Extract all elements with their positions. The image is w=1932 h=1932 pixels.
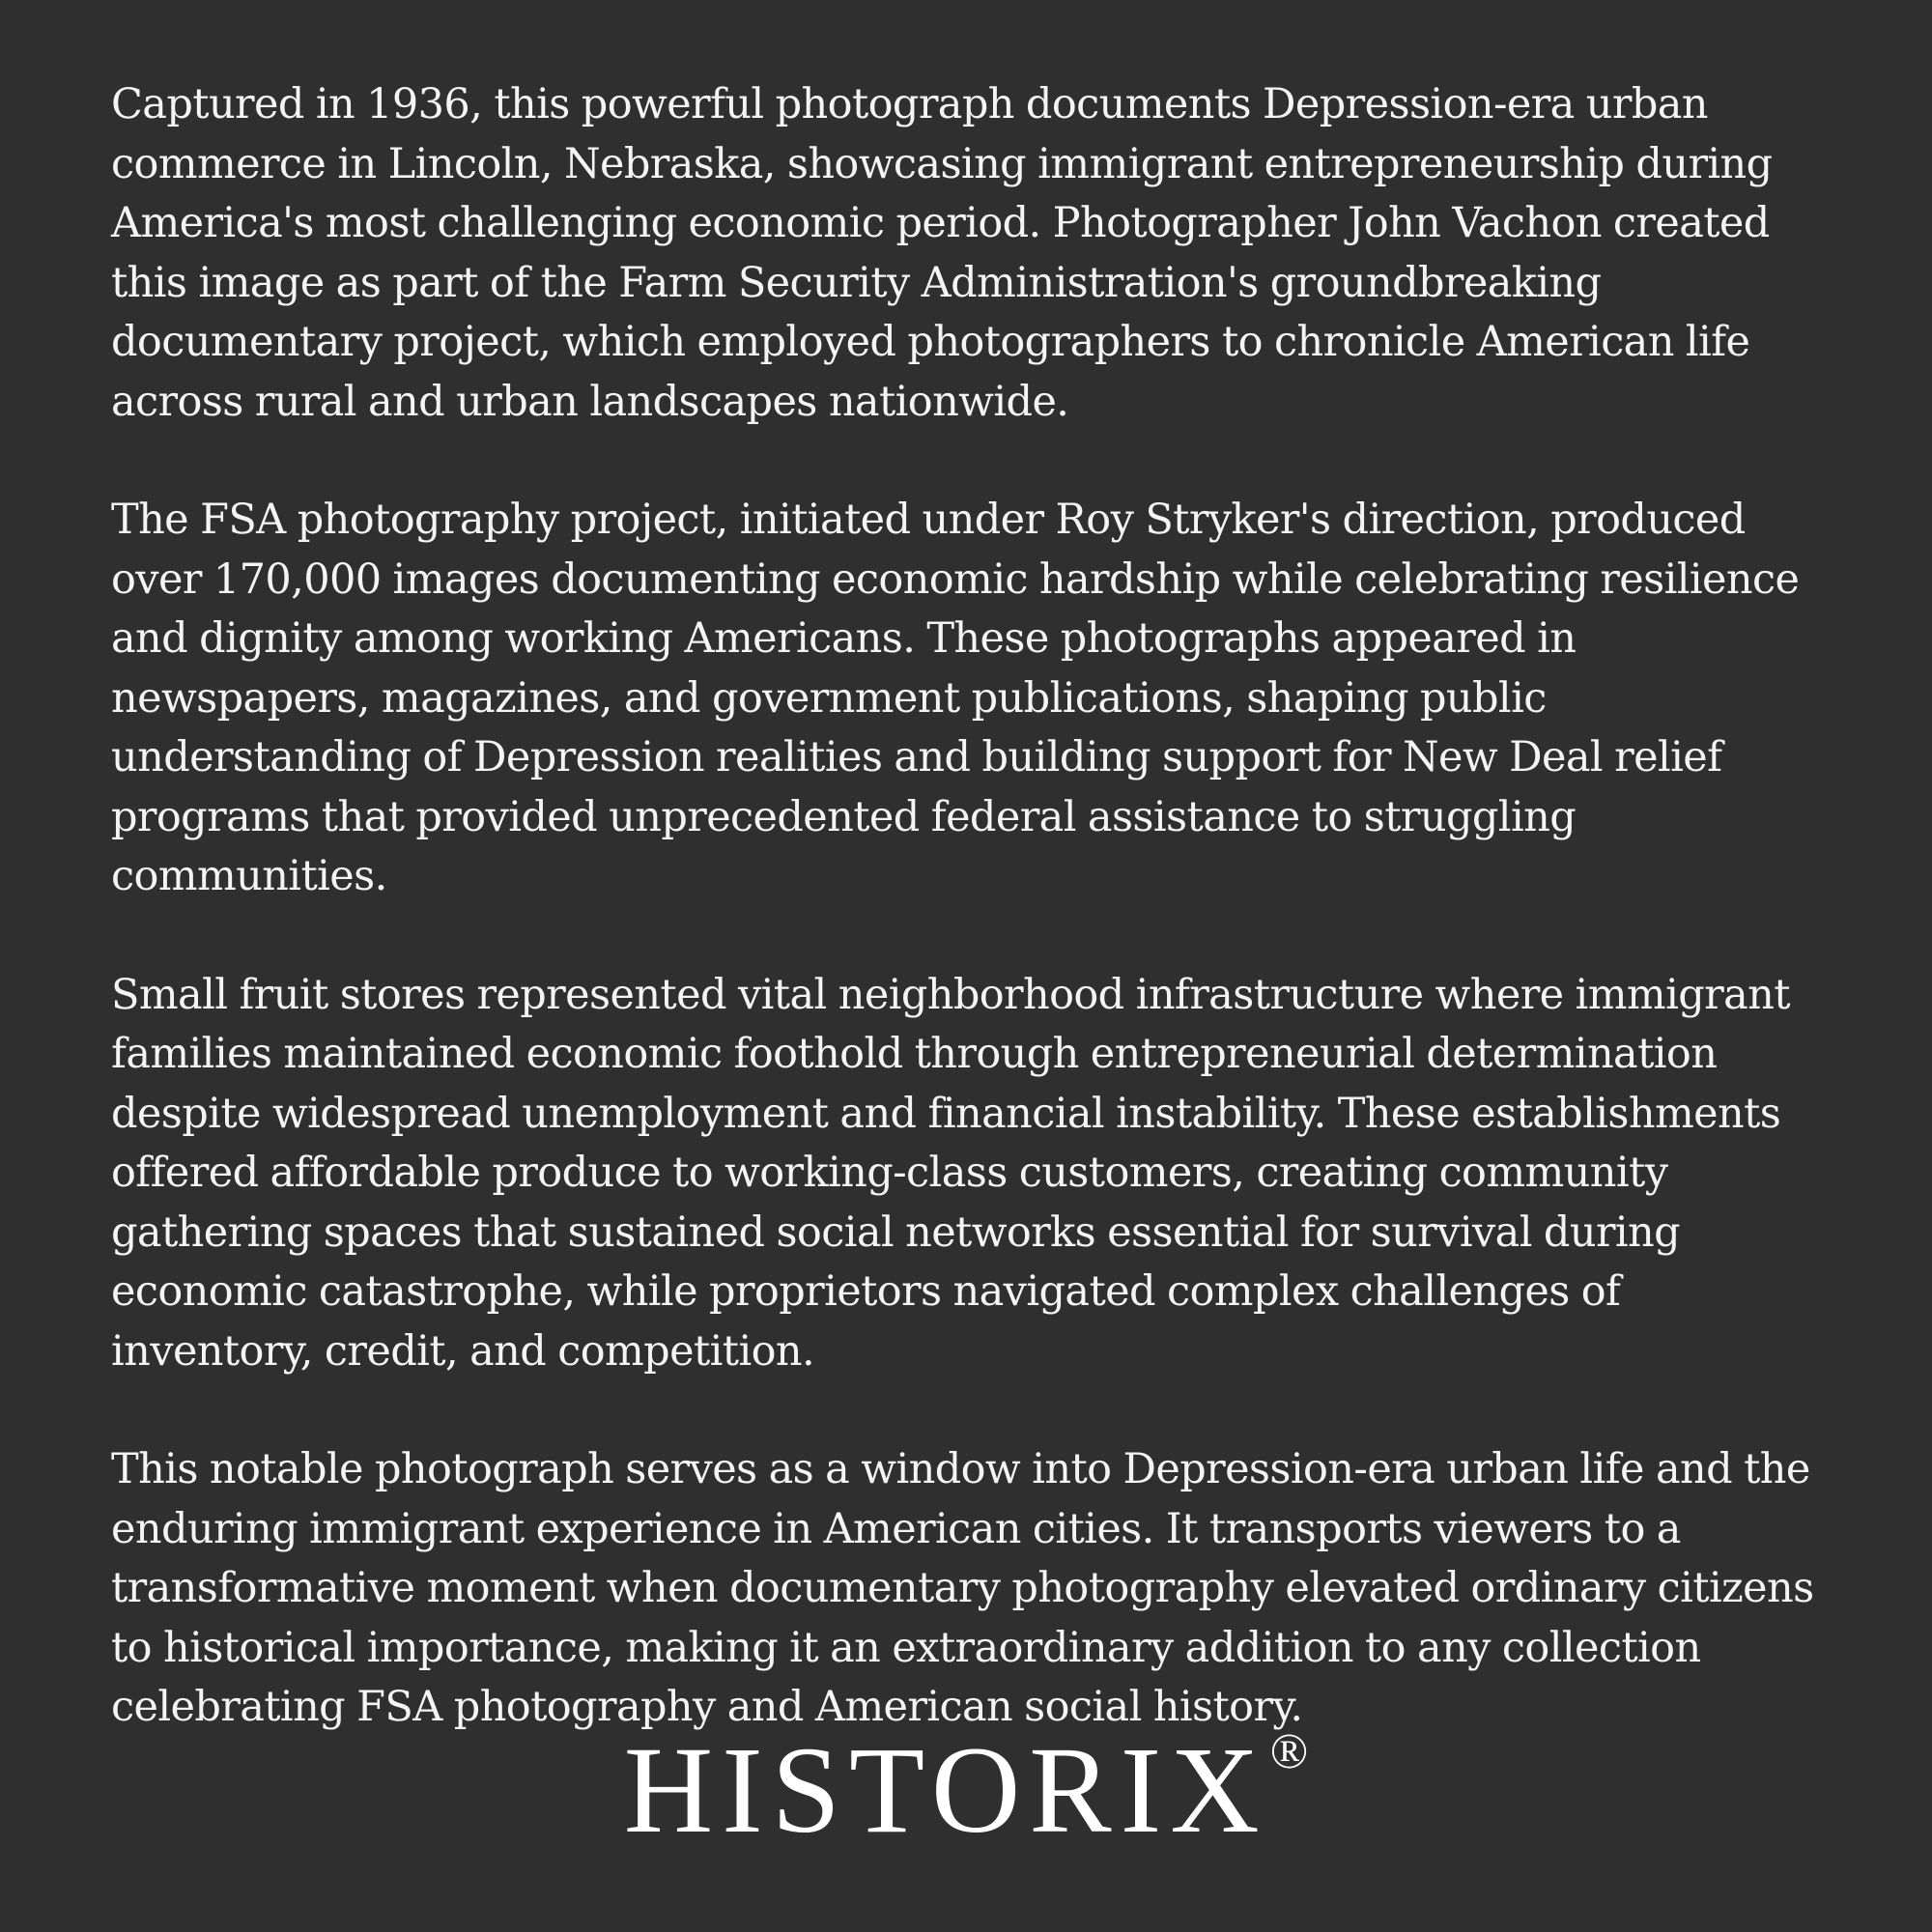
description-paragraph-1: Captured in 1936, this powerful photograph documents Depression-era urban commerce in Lincoln, Nebraska, showcasing immigrant entrepreneurship during America's most challenging economic period. Photographer John Vachon created this image as part of the Farm Security Administration's groundbreaking documentary project, which employed photographers to chronicle American life across rural and urban landscapes nationwide. — [111, 80, 1773, 426]
description-paragraph-2: The FSA photography project, initiated under Roy Stryker's direction, produced over 170,000 images documenting economic hardship while celebrating resilience and dignity among working Americans. These photographs appeared in newspapers, magazines, and government publications, shaping public understanding of Depression realities and building support for New Deal relief programs that provided unprecedented federal assistance to struggling communities. — [111, 496, 1800, 900]
brand-name: HISTORIX — [623, 1721, 1268, 1859]
registered-mark: ® — [1269, 1724, 1309, 1779]
description-paragraph-4: This notable photograph serves as a window into Depression-era urban life and the enduring immigrant experience in American cities. It transports viewers to a transformative moment when documentary photography elevated ordinary citizens to historical importance, making it an extraordinary addition to any collection celebrating FSA photography and American social history. — [111, 1445, 1814, 1731]
brand-logo — [0, 1721, 1932, 1859]
description-paragraph-3: Small fruit stores represented vital neighborhood infrastructure where immigrant families maintained economic foothold through entrepreneurial determination despite widespread unemployment and financial instability. These establishments offered affordable produce to working-class customers, creating community gathering spaces that sustained social networks essential for survival during economic catastrophe, while proprietors navigated complex challenges of inventory, credit, and competition. — [111, 970, 1790, 1376]
description-body — [111, 75, 1831, 1797]
